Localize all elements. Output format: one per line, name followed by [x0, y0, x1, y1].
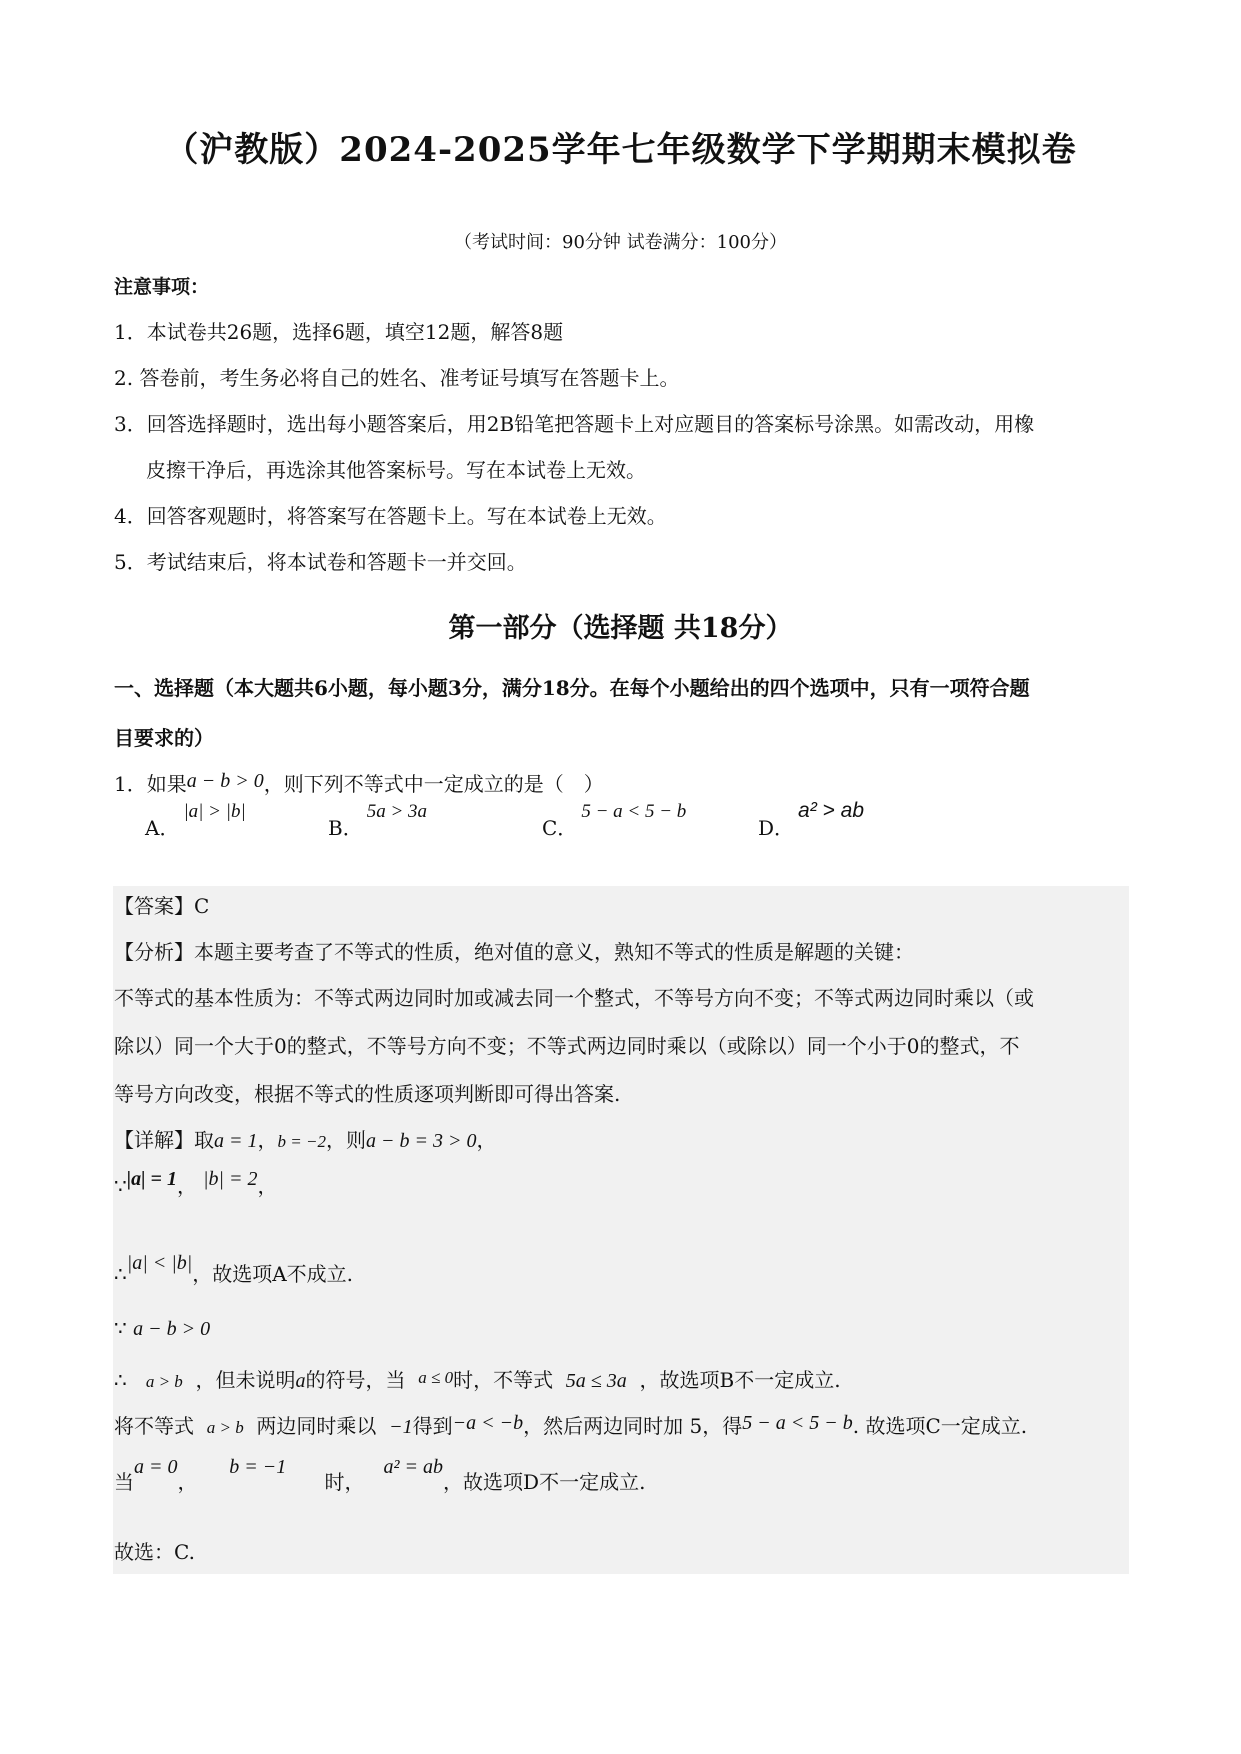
note-item-3-cont: 皮擦干净后，再选涂其他答案标号。写在本试卷上无效。: [146, 458, 646, 482]
conclusion-d: ，故选项D不一定成立.: [443, 1470, 646, 1494]
text-span: 将不等式: [114, 1414, 194, 1438]
math-expr: |a| < |b|: [126, 1252, 193, 1274]
note-item-4: 4．回答客观题时，将答案写在答题卡上。写在本试卷上无效。: [114, 504, 667, 528]
answer-line: 【答案】C: [114, 894, 210, 918]
option-label: A．: [145, 816, 180, 840]
analysis-line-3: 除以）同一个大于0的整式，不等号方向不变；不等式两边同时乘以（或除以）同一个小于0的整式，不: [114, 1034, 1020, 1058]
math-expr: a ≤ 0: [418, 1368, 454, 1387]
math-expr: a = 1: [214, 1130, 258, 1152]
math-expr: a = 0: [134, 1456, 178, 1478]
math-expr: 5a ≤ 3a: [565, 1370, 627, 1392]
detail-prefix: 【详解】取: [114, 1128, 214, 1152]
question-suffix: ，则下列不等式中一定成立的是（ ）: [263, 772, 604, 796]
math-expr: b = −2: [277, 1132, 326, 1151]
therefore-line-1: [114, 1252, 354, 1287]
math-expr: b = −1: [229, 1456, 287, 1478]
option-a[interactable]: [145, 801, 246, 841]
math-expr: a − b = 3 > 0: [365, 1130, 477, 1152]
math-expr: |a| = 1: [126, 1168, 177, 1190]
option-expr: a² > ab: [798, 799, 865, 822]
option-expr: 5a > 3a: [366, 801, 428, 822]
question-1: [114, 768, 604, 797]
notes-heading: 注意事项：: [114, 276, 210, 298]
note-item-2: 2. 答卷前，考生务必将自己的姓名、准考证号填写在答题卡上。: [114, 366, 680, 390]
option-d-line: 当a = 0， b = −1 时， a² = ab，故选项D不一定成立.: [114, 1456, 646, 1494]
note-item-1: 1．本试卷共26题，选择6题，填空12题，解答8题: [114, 320, 564, 344]
because-line-2: [114, 1316, 210, 1341]
note-item-5: 5．考试结束后，将本试卷和答题卡一并交回。: [114, 550, 527, 574]
option-label: D．: [758, 816, 795, 840]
math-expr: −a < −b: [452, 1412, 524, 1434]
math-expr: a > b: [145, 1372, 183, 1391]
detail-then: ，则: [325, 1128, 366, 1152]
option-label: B．: [328, 816, 363, 840]
text-span: 的符号，当: [305, 1368, 406, 1392]
text-span: 得到: [412, 1414, 453, 1438]
section-heading: 一、选择题（本大题共6小题，每小题3分，满分18分。在每个小题给出的四个选项中，只有一项符合题: [114, 676, 1030, 700]
note-item-3: 3．回答选择题时，选出每小题答案后，用2B铅笔把答题卡上对应题目的答案标号涂黑。如需改动，用橡: [114, 412, 1035, 436]
page-title: （沪教版）2024-2025学年七年级数学下学期期末模拟卷: [164, 130, 1077, 170]
conclusion-b: ，故选项B不一定成立.: [639, 1368, 841, 1392]
conclusion-a: ，故选项A不成立.: [192, 1262, 354, 1286]
exam-info: （考试时间：90分钟 试卷满分：100分）: [454, 232, 787, 253]
math-expr: −1: [389, 1416, 413, 1438]
therefore-symbol: ∴: [114, 1262, 127, 1286]
math-expr: a − b > 0: [133, 1318, 211, 1340]
therefore-line-2: [114, 1364, 841, 1393]
option-b[interactable]: [328, 801, 428, 841]
option-c-line: [114, 1410, 1027, 1439]
option-expr: 5 − a < 5 − b: [581, 801, 687, 822]
option-label: C．: [542, 816, 578, 840]
math-expr: a > b: [206, 1418, 244, 1437]
text-span: 时，不等式: [453, 1368, 554, 1392]
math-expr: a² = ab: [383, 1456, 444, 1478]
option-expr: |a| > |b|: [183, 801, 246, 822]
question-condition: a − b > 0: [186, 770, 264, 792]
detail-line: 【详解】取a = 1，b = −2，则a − b = 3 > 0，: [114, 1128, 497, 1152]
part-title: 第一部分（选择题 共18分）: [448, 613, 793, 644]
text-span: 当: [114, 1470, 134, 1494]
because-line-1: ∵|a| = 1， |b| = 2，: [114, 1168, 278, 1198]
analysis-line-2: 不等式的基本性质为：不等式两边同时加或减去同一个整式，不等号方向不变；不等式两边同时乘以（或: [114, 986, 1034, 1010]
because-symbol: ∵: [114, 1174, 127, 1198]
because-symbol: ∵: [114, 1316, 127, 1340]
text-span: 时，: [324, 1470, 365, 1494]
option-d[interactable]: [758, 799, 865, 841]
analysis-line-4: 等号方向改变，根据不等式的性质逐项判断即可得出答案.: [114, 1082, 621, 1106]
text-span: ，然后两边同时加 5，得: [523, 1414, 743, 1438]
therefore-symbol: ∴: [114, 1368, 127, 1392]
analysis-line-1: 【分析】本题主要考查了不等式的性质，绝对值的意义，熟知不等式的性质是解题的关键：: [114, 940, 914, 964]
final-answer: 故选：C.: [114, 1540, 195, 1564]
text-span: ，但未说明: [195, 1368, 296, 1392]
math-expr: |b| = 2: [202, 1168, 258, 1190]
text-span: 两边同时乘以: [256, 1414, 377, 1438]
section-heading-cont: 目要求的）: [114, 726, 214, 750]
math-expr: 5 − a < 5 − b: [742, 1412, 853, 1434]
conclusion-c: . 故选项C一定成立.: [852, 1414, 1028, 1438]
math-expr: a: [295, 1370, 306, 1392]
question-prefix: 1．如果: [114, 772, 187, 796]
option-c[interactable]: [542, 801, 687, 841]
